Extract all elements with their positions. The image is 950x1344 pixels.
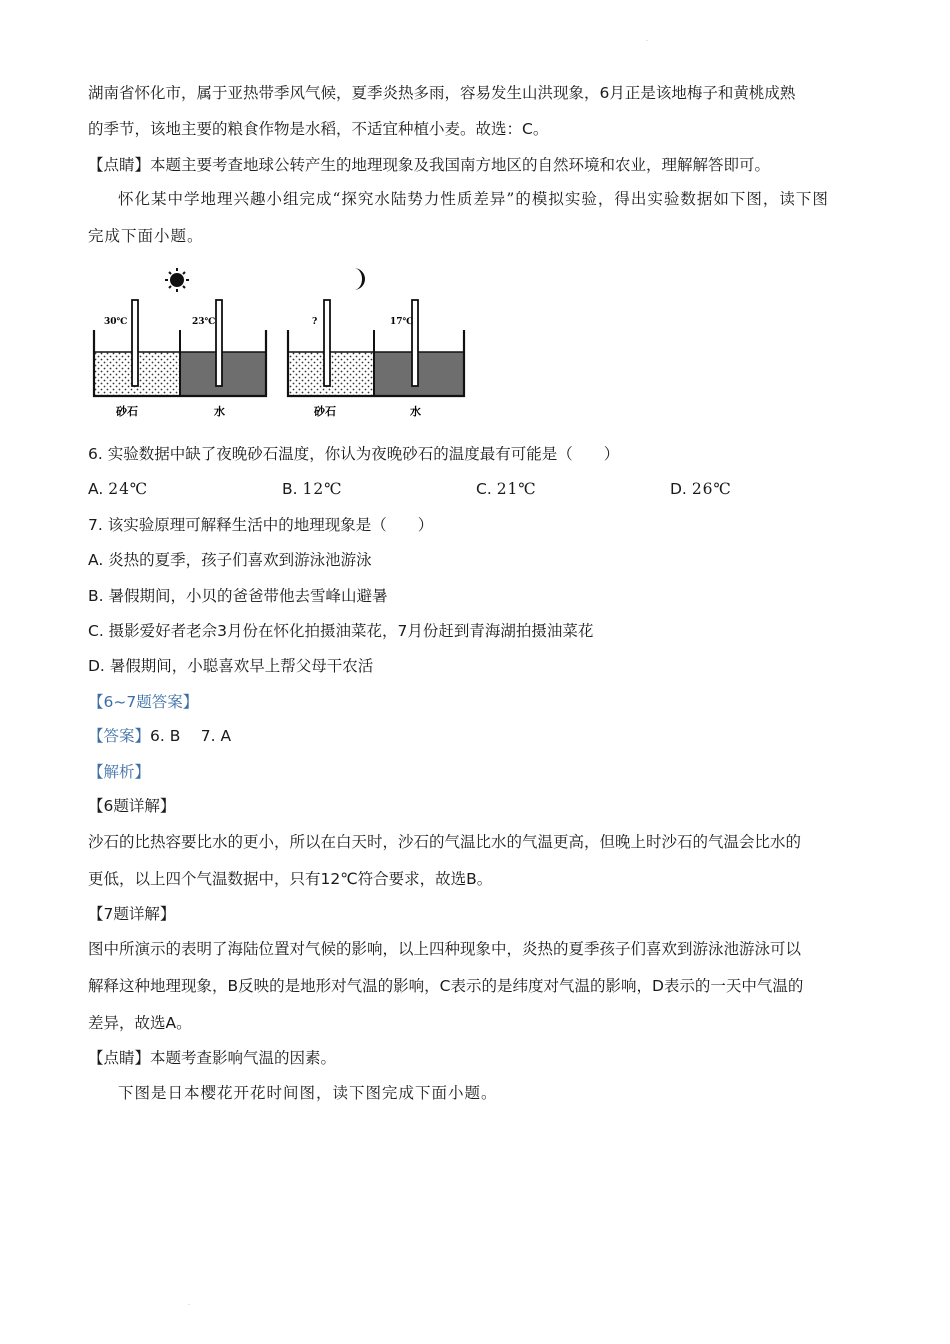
detail7-line-2: 解释这种地理现象，B反映的是地形对气温的影响，C表示的是纬度对气温的影响，D表示的一天中气温的 bbox=[88, 977, 804, 995]
answer-line bbox=[88, 725, 231, 747]
comment2 bbox=[88, 1047, 336, 1069]
q7-option-a: A. 炎热的夏季，孩子们喜欢到游泳池游泳 bbox=[88, 551, 372, 569]
detail6-line-2: 更低，以上四个气温数据中，只有12℃符合要求，故选B。 bbox=[88, 870, 493, 888]
answer-header: 【6~7题答案】 bbox=[88, 693, 199, 711]
q6-option-a: A. 24℃ bbox=[88, 480, 149, 498]
experiment-figure bbox=[88, 262, 478, 427]
day-sand-label: 砂石 bbox=[116, 405, 138, 418]
night-sand-thermometer bbox=[324, 300, 330, 386]
night-water-fill bbox=[374, 352, 464, 396]
page-mark-bottom: · bbox=[188, 1302, 190, 1309]
detail6-line-1: 沙石的比热容要比水的更小，所以在白天时，沙石的气温比水的气温更高，但晚上时沙石的气温会比水的 bbox=[88, 833, 802, 851]
day-sand-thermometer bbox=[132, 300, 138, 386]
night-water-thermometer bbox=[412, 300, 418, 386]
moon-icon bbox=[354, 268, 365, 290]
sun-icon bbox=[165, 268, 189, 292]
night-sand-fill bbox=[288, 352, 374, 396]
detail7-line-1: 图中所演示的表明了海陆位置对气候的影响，以上四种现象中，炎热的夏季孩子们喜欢到游泳池游泳可以 bbox=[88, 940, 802, 958]
q7-option-b: B. 暑假期间，小贝的爸爸带他去雪峰山避暑 bbox=[88, 587, 388, 605]
comment-text: 本题主要考查地球公转产生的地理现象及我国南方地区的自然环境和农业，理解解答即可。 bbox=[150, 156, 771, 174]
detail6-header: 【6题详解】 bbox=[88, 797, 176, 815]
q6-stem: 6. 实验数据中缺了夜晚砂石温度，你认为夜晚砂石的温度最有可能是（ ） bbox=[88, 445, 620, 463]
comment2-text: 本题考查影响气温的因素。 bbox=[150, 1049, 337, 1067]
answer-label: 【答案】 bbox=[88, 727, 151, 745]
comment-label: 【点睛】 bbox=[88, 156, 151, 174]
detail7-line-3: 差异，故选A。 bbox=[88, 1014, 192, 1032]
q6-option-d: D. 26℃ bbox=[670, 480, 732, 498]
q6-option-b: B. 12℃ bbox=[282, 480, 343, 498]
day-water-label: 水 bbox=[214, 405, 225, 418]
night-container bbox=[288, 300, 464, 418]
prev-answer-line-1: 湖南省怀化市，属于亚热带季风气候，夏季炎热多雨，容易发生山洪现象，6月正是该地梅子和黄桃成熟 bbox=[88, 84, 796, 102]
detail7-header: 【7题详解】 bbox=[88, 905, 176, 923]
prev-comment bbox=[88, 154, 770, 176]
q7-option-c: C. 摄影爱好者老佘3月份在怀化拍摄油菜花，7月份赶到青海湖拍摄油菜花 bbox=[88, 622, 594, 640]
day-water-thermometer bbox=[216, 300, 222, 386]
page-mark-top: · bbox=[646, 38, 648, 45]
night-sand-temp: ? bbox=[312, 317, 318, 327]
day-water-fill bbox=[180, 352, 266, 396]
night-sand-label: 砂石 bbox=[314, 405, 336, 418]
answer-text: 6. B 7. A bbox=[150, 727, 232, 745]
comment2-label: 【点睛】 bbox=[88, 1049, 151, 1067]
intro1-line-1: 怀化某中学地理兴趣小组完成“探究水陆势力性质差异”的模拟实验，得出实验数据如下图，读下图 bbox=[118, 190, 829, 208]
day-container bbox=[94, 300, 266, 418]
night-water-temp: 17℃ bbox=[390, 317, 414, 327]
intro1-line-2: 完成下面小题。 bbox=[88, 227, 204, 245]
q6-option-c: C. 21℃ bbox=[476, 480, 537, 498]
night-water-label: 水 bbox=[410, 405, 421, 418]
q7-option-d: D. 暑假期间，小聪喜欢早上帮父母干农活 bbox=[88, 657, 374, 675]
intro2: 下图是日本樱花开花时间图，读下图完成下面小题。 bbox=[118, 1084, 498, 1102]
prev-answer-line-2: 的季节，该地主要的粮食作物是水稻，不适宜种植小麦。故选：C。 bbox=[88, 120, 549, 138]
day-water-temp: 23℃ bbox=[192, 317, 216, 327]
analysis-label: 【解析】 bbox=[88, 763, 151, 781]
q7-stem: 7. 该实验原理可解释生活中的地理现象是（ ） bbox=[88, 516, 434, 534]
day-sand-temp: 30℃ bbox=[104, 317, 128, 327]
